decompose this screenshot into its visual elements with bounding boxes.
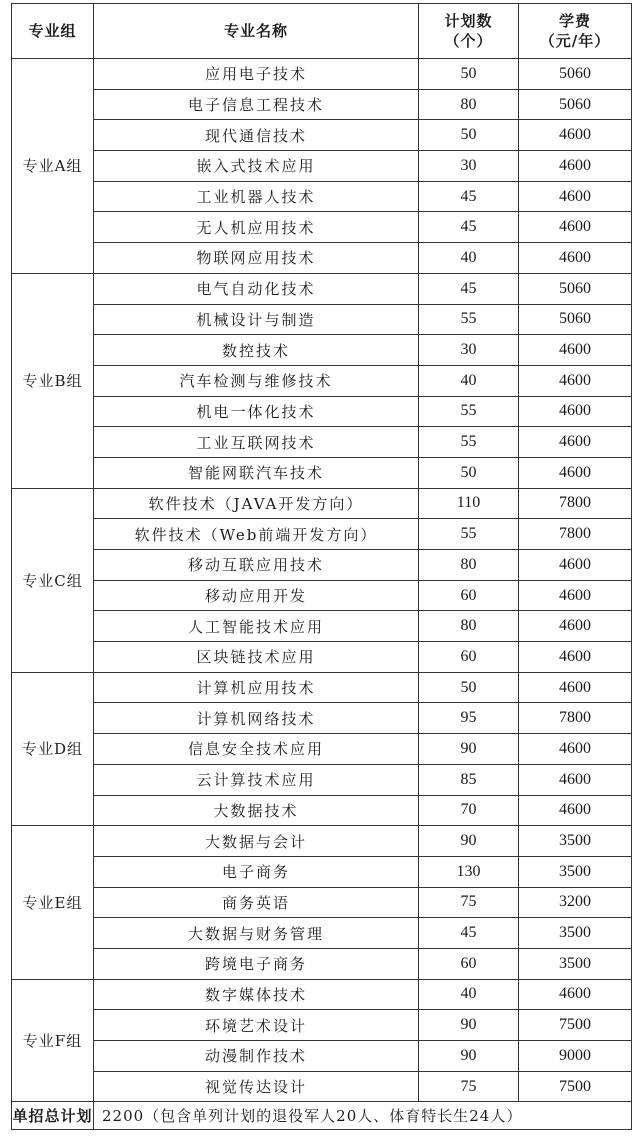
major-name: 电子信息工程技术 bbox=[94, 89, 419, 120]
tuition-fee: 5060 bbox=[519, 89, 632, 120]
major-name: 汽车检测与维修技术 bbox=[94, 365, 419, 396]
header-plan-unit: （个） bbox=[444, 32, 493, 50]
table-row bbox=[12, 1010, 632, 1041]
tuition-fee: 4600 bbox=[519, 181, 632, 212]
major-name: 现代通信技术 bbox=[94, 120, 419, 151]
plan-count: 85 bbox=[419, 764, 519, 795]
table-row bbox=[12, 734, 632, 765]
tuition-fee: 4600 bbox=[519, 120, 632, 151]
tuition-fee: 4600 bbox=[519, 611, 632, 642]
table-row bbox=[12, 396, 632, 427]
tuition-fee: 7800 bbox=[519, 488, 632, 519]
tuition-fee: 4600 bbox=[519, 642, 632, 673]
table-row bbox=[12, 550, 632, 581]
tuition-fee: 7500 bbox=[519, 1071, 632, 1102]
tuition-fee: 7800 bbox=[519, 703, 632, 734]
plan-count: 45 bbox=[419, 212, 519, 243]
plan-count: 130 bbox=[419, 856, 519, 887]
tuition-fee: 7500 bbox=[519, 1010, 632, 1041]
plan-count: 75 bbox=[419, 1071, 519, 1102]
enrollment-plan-table bbox=[11, 3, 632, 1130]
tuition-fee: 4600 bbox=[519, 764, 632, 795]
tuition-fee: 4600 bbox=[519, 795, 632, 826]
major-name: 大数据与财务管理 bbox=[94, 918, 419, 949]
tuition-fee: 4600 bbox=[519, 365, 632, 396]
table-row bbox=[12, 1041, 632, 1072]
major-name: 智能网联汽车技术 bbox=[94, 457, 419, 488]
major-name: 云计算技术应用 bbox=[94, 764, 419, 795]
table-row bbox=[12, 304, 632, 335]
plan-count: 60 bbox=[419, 580, 519, 611]
plan-count: 80 bbox=[419, 550, 519, 581]
table-row bbox=[12, 212, 632, 243]
header-fee-unit: （元/年） bbox=[539, 32, 611, 50]
major-name: 计算机网络技术 bbox=[94, 703, 419, 734]
tuition-fee: 4600 bbox=[519, 580, 632, 611]
major-name: 视觉传达设计 bbox=[94, 1071, 419, 1102]
major-name: 大数据技术 bbox=[94, 795, 419, 826]
plan-count: 60 bbox=[419, 948, 519, 979]
plan-count: 75 bbox=[419, 887, 519, 918]
major-name: 机械设计与制造 bbox=[94, 304, 419, 335]
plan-count: 80 bbox=[419, 89, 519, 120]
table-row bbox=[12, 243, 632, 274]
tuition-fee: 3200 bbox=[519, 887, 632, 918]
table-row bbox=[12, 427, 632, 458]
header-fee-title: 学费 bbox=[558, 12, 591, 30]
group-label: 专业C组 bbox=[12, 488, 94, 672]
plan-count: 70 bbox=[419, 795, 519, 826]
group-label: 专业D组 bbox=[12, 672, 94, 825]
plan-count: 95 bbox=[419, 703, 519, 734]
table-row bbox=[12, 120, 632, 151]
tuition-fee: 4600 bbox=[519, 550, 632, 581]
plan-count: 55 bbox=[419, 304, 519, 335]
header-group: 专业组 bbox=[12, 4, 94, 59]
major-name: 电气自动化技术 bbox=[94, 273, 419, 304]
group-label: 专业F组 bbox=[12, 979, 94, 1102]
header-fee bbox=[519, 4, 632, 59]
major-name: 动漫制作技术 bbox=[94, 1041, 419, 1072]
table-row bbox=[12, 611, 632, 642]
tuition-fee: 4600 bbox=[519, 212, 632, 243]
tuition-fee: 4600 bbox=[519, 335, 632, 366]
plan-count: 30 bbox=[419, 335, 519, 366]
plan-count: 60 bbox=[419, 642, 519, 673]
plan-count: 90 bbox=[419, 1010, 519, 1041]
table-row bbox=[12, 979, 632, 1010]
major-name: 信息安全技术应用 bbox=[94, 734, 419, 765]
tuition-fee: 3500 bbox=[519, 856, 632, 887]
major-name: 计算机应用技术 bbox=[94, 672, 419, 703]
major-name: 无人机应用技术 bbox=[94, 212, 419, 243]
tuition-fee: 4600 bbox=[519, 243, 632, 274]
table-body bbox=[12, 59, 632, 1102]
header-name: 专业名称 bbox=[94, 4, 419, 59]
header-plan-title: 计划数 bbox=[444, 12, 493, 30]
major-name: 电子商务 bbox=[94, 856, 419, 887]
plan-count: 30 bbox=[419, 151, 519, 182]
group-label: 专业E组 bbox=[12, 826, 94, 979]
major-name: 应用电子技术 bbox=[94, 59, 419, 90]
plan-count: 50 bbox=[419, 672, 519, 703]
major-name: 环境艺术设计 bbox=[94, 1010, 419, 1041]
table-row bbox=[12, 764, 632, 795]
major-name: 移动互联应用技术 bbox=[94, 550, 419, 581]
header-plan bbox=[419, 4, 519, 59]
table-row bbox=[12, 488, 632, 519]
plan-count: 50 bbox=[419, 59, 519, 90]
plan-count: 80 bbox=[419, 611, 519, 642]
plan-count: 55 bbox=[419, 519, 519, 550]
table-row bbox=[12, 703, 632, 734]
major-name: 移动应用开发 bbox=[94, 580, 419, 611]
tuition-fee: 4600 bbox=[519, 979, 632, 1010]
major-name: 软件技术（Web前端开发方向） bbox=[94, 519, 419, 550]
major-name: 数字媒体技术 bbox=[94, 979, 419, 1010]
tuition-fee: 4600 bbox=[519, 457, 632, 488]
group-label: 专业A组 bbox=[12, 59, 94, 274]
table-row bbox=[12, 826, 632, 857]
table-row bbox=[12, 181, 632, 212]
plan-count: 45 bbox=[419, 273, 519, 304]
tuition-fee: 3500 bbox=[519, 918, 632, 949]
plan-count: 50 bbox=[419, 120, 519, 151]
table-row bbox=[12, 1071, 632, 1102]
major-name: 人工智能技术应用 bbox=[94, 611, 419, 642]
table-row bbox=[12, 365, 632, 396]
table-row bbox=[12, 89, 632, 120]
plan-count: 55 bbox=[419, 427, 519, 458]
table-row bbox=[12, 948, 632, 979]
tuition-fee: 5060 bbox=[519, 59, 632, 90]
table-row bbox=[12, 519, 632, 550]
plan-count: 90 bbox=[419, 734, 519, 765]
total-label: 单招总计划 bbox=[12, 1102, 94, 1130]
plan-count: 45 bbox=[419, 181, 519, 212]
table-row bbox=[12, 335, 632, 366]
tuition-fee: 5060 bbox=[519, 273, 632, 304]
plan-count: 40 bbox=[419, 365, 519, 396]
tuition-fee: 4600 bbox=[519, 427, 632, 458]
tuition-fee: 4600 bbox=[519, 151, 632, 182]
major-name: 工业互联网技术 bbox=[94, 427, 419, 458]
total-value: 2200（包含单列计划的退役军人20人、体育特长生24人） bbox=[94, 1102, 632, 1130]
table-row bbox=[12, 672, 632, 703]
major-name: 工业机器人技术 bbox=[94, 181, 419, 212]
major-name: 物联网应用技术 bbox=[94, 243, 419, 274]
major-name: 商务英语 bbox=[94, 887, 419, 918]
tuition-fee: 5060 bbox=[519, 304, 632, 335]
tuition-fee: 3500 bbox=[519, 948, 632, 979]
major-name: 区块链技术应用 bbox=[94, 642, 419, 673]
plan-count: 40 bbox=[419, 243, 519, 274]
major-name: 机电一体化技术 bbox=[94, 396, 419, 427]
tuition-fee: 9000 bbox=[519, 1041, 632, 1072]
major-name: 嵌入式技术应用 bbox=[94, 151, 419, 182]
tuition-fee: 4600 bbox=[519, 734, 632, 765]
plan-count: 55 bbox=[419, 396, 519, 427]
plan-count: 90 bbox=[419, 826, 519, 857]
table-row bbox=[12, 795, 632, 826]
tuition-fee: 7800 bbox=[519, 519, 632, 550]
header-row bbox=[12, 4, 632, 59]
table-row bbox=[12, 856, 632, 887]
table-row bbox=[12, 273, 632, 304]
tuition-fee: 3500 bbox=[519, 826, 632, 857]
major-name: 大数据与会计 bbox=[94, 826, 419, 857]
tuition-fee: 4600 bbox=[519, 672, 632, 703]
group-label: 专业B组 bbox=[12, 273, 94, 488]
major-name: 软件技术（JAVA开发方向） bbox=[94, 488, 419, 519]
table-row bbox=[12, 580, 632, 611]
major-name: 跨境电子商务 bbox=[94, 948, 419, 979]
total-row bbox=[12, 1102, 632, 1130]
plan-count: 110 bbox=[419, 488, 519, 519]
plan-count: 45 bbox=[419, 918, 519, 949]
table-row bbox=[12, 457, 632, 488]
table-row bbox=[12, 642, 632, 673]
plan-count: 50 bbox=[419, 457, 519, 488]
plan-count: 40 bbox=[419, 979, 519, 1010]
table-row bbox=[12, 59, 632, 90]
major-name: 数控技术 bbox=[94, 335, 419, 366]
tuition-fee: 4600 bbox=[519, 396, 632, 427]
table-row bbox=[12, 918, 632, 949]
table-row bbox=[12, 887, 632, 918]
table-row bbox=[12, 151, 632, 182]
plan-count: 90 bbox=[419, 1041, 519, 1072]
